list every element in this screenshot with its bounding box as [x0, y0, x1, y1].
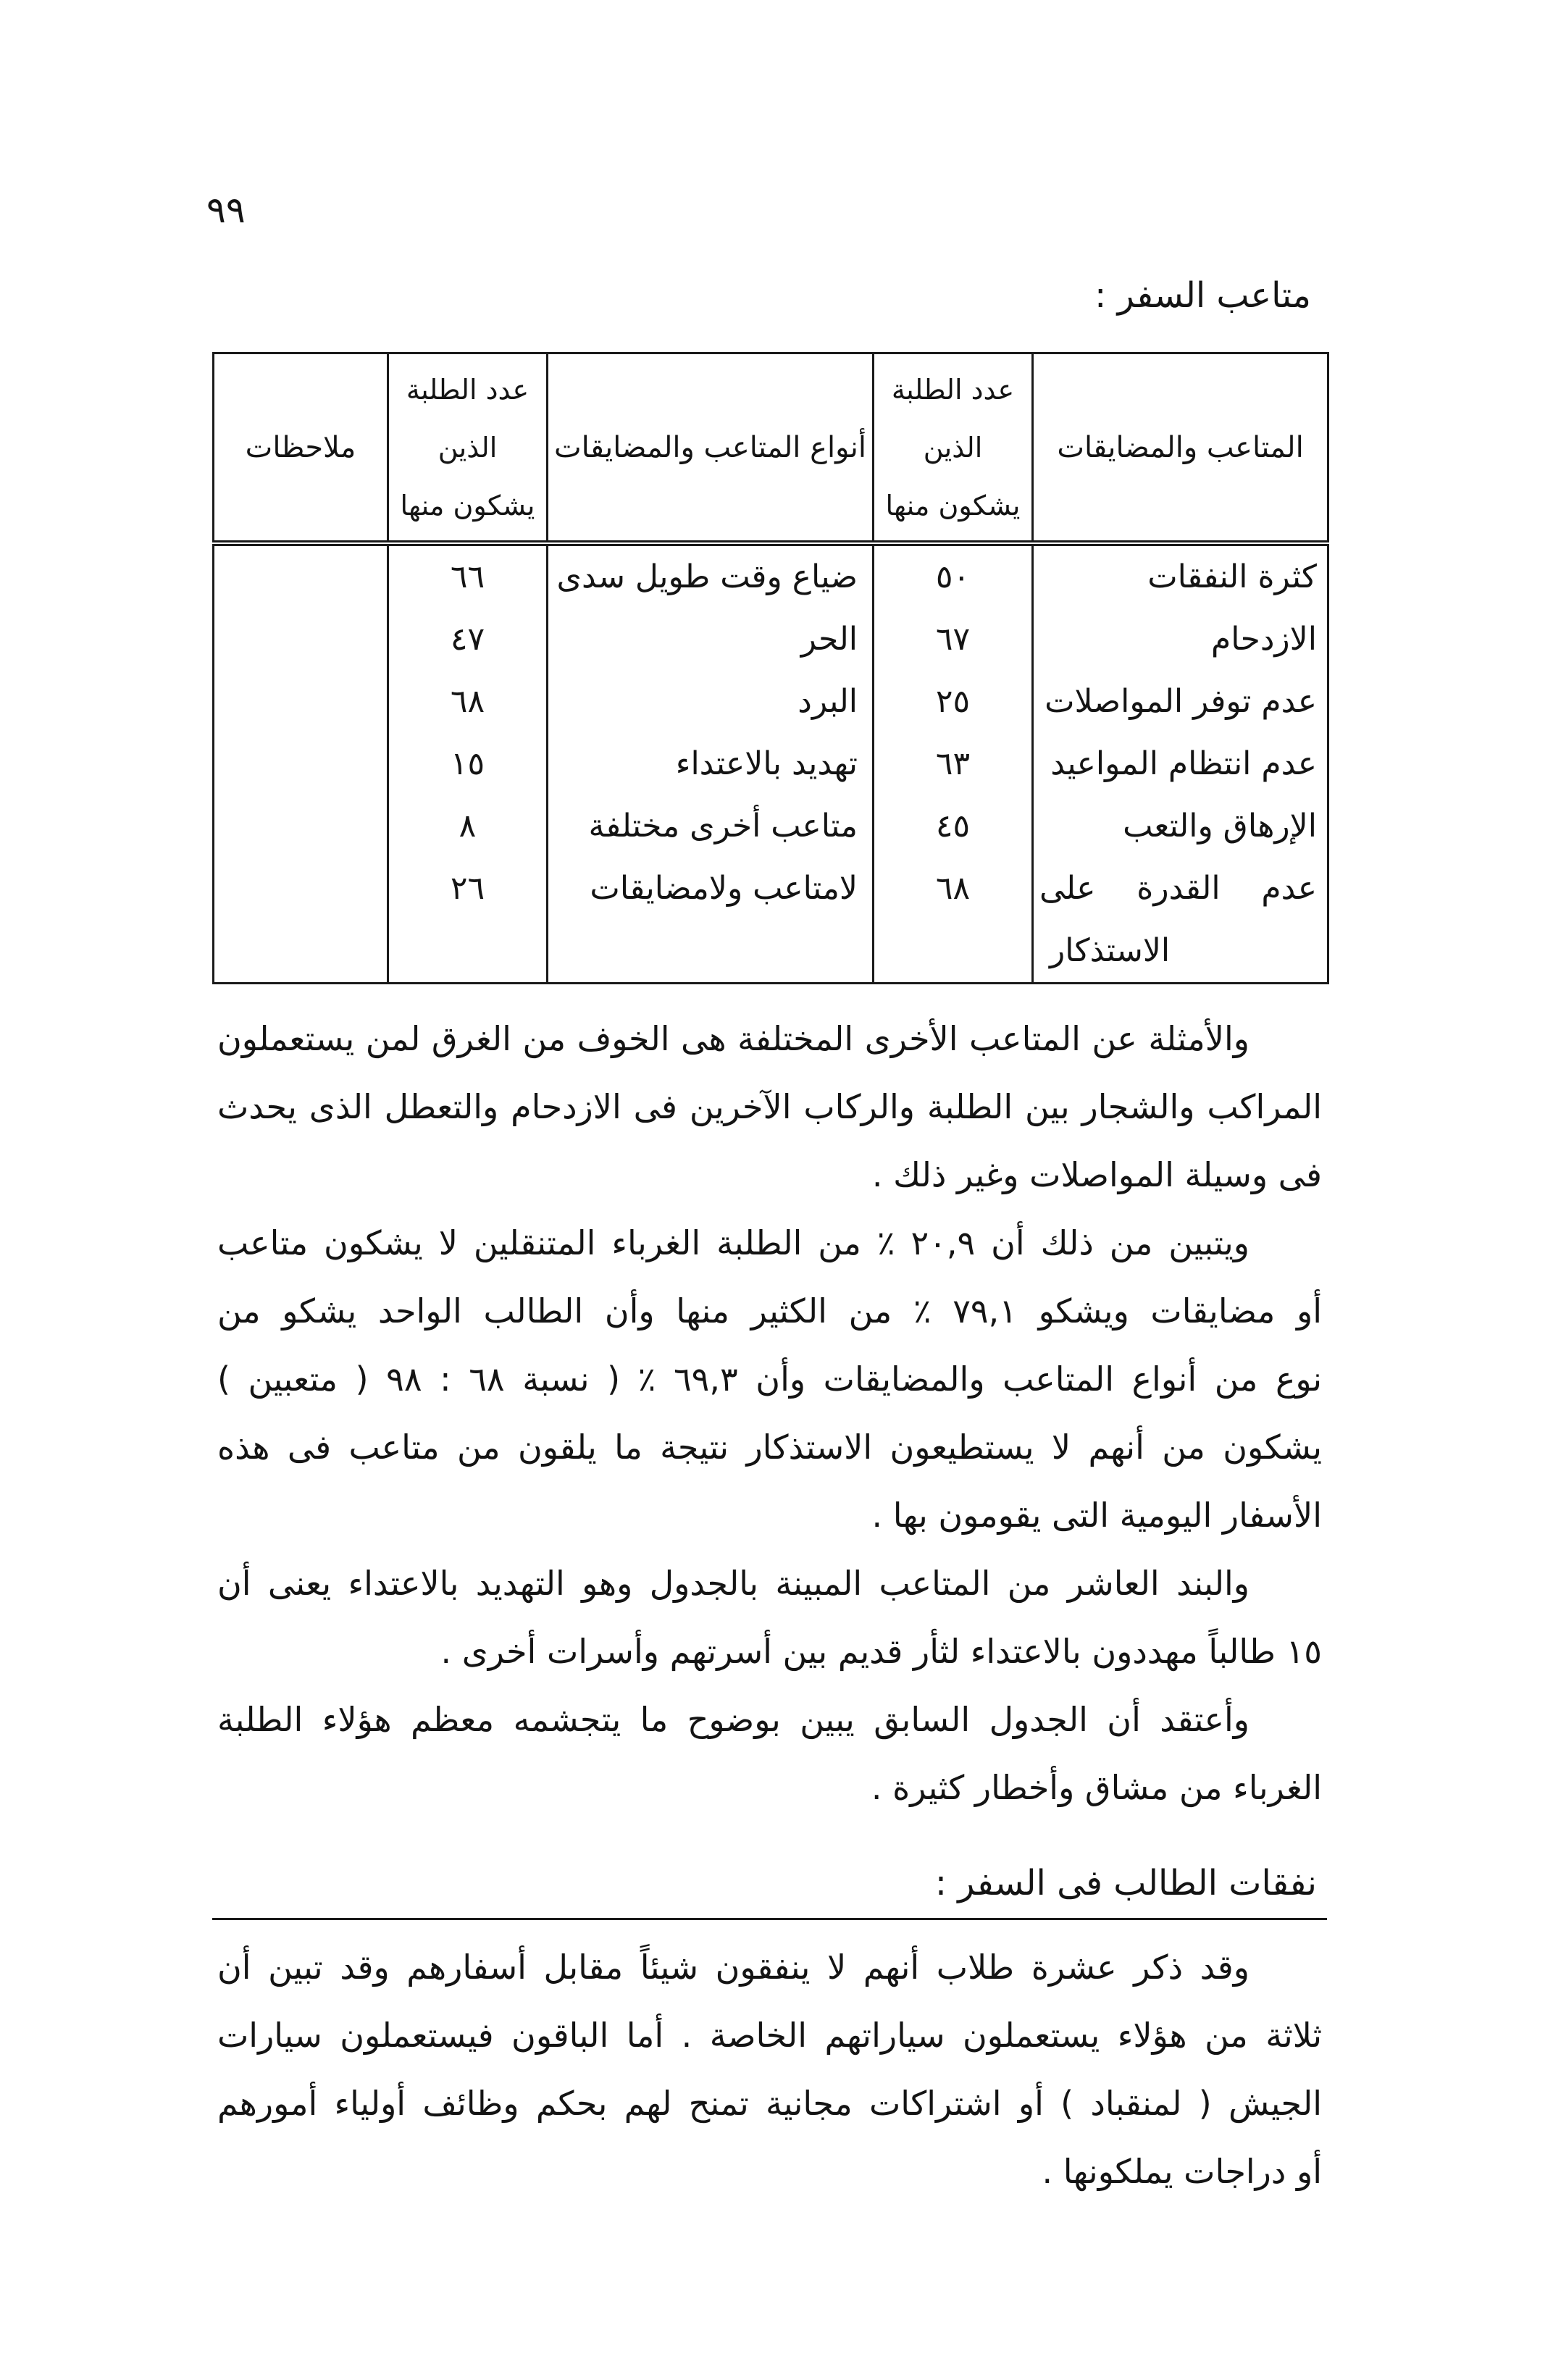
complaint-count-cell — [874, 608, 1033, 671]
text-line: وأعتقد أن الجدول السابق يبين بوضوح ما يتجشمه معظم هؤلاء الطلبة — [217, 1700, 1249, 1739]
other-type-label: لامتاعب ولامضايقات — [590, 870, 858, 907]
paragraph — [217, 1549, 1322, 1685]
text-line: والأمثلة عن المتاعب الأخرى المختلفة هى الخوف من الغرق لمن يستعملون — [217, 1019, 1249, 1058]
table-row — [214, 543, 1328, 608]
paragraph — [217, 1685, 1322, 1822]
other-count: ٦٦ — [450, 558, 485, 595]
text-line: أو دراجات يملكونها . — [1042, 2152, 1322, 2191]
header-line: عدد الطلبة — [406, 373, 529, 406]
header-line: يشكون منها — [885, 489, 1021, 521]
complaint-label: عدم القدرة على — [1039, 870, 1317, 907]
table-row — [214, 795, 1328, 858]
text-line: أو مضايقات ويشكو ٧٩,١ ٪ من الكثير منها وأن الطالب الواحد يشكو من — [217, 1291, 1322, 1331]
complaint-count-cell — [874, 543, 1033, 608]
text-line: وقد ذكر عشرة طلاب أنهم لا ينفقون شيئاً مقابل أسفارهم وقد تبين أن — [217, 1948, 1249, 1987]
notes-cell — [214, 733, 388, 795]
other-type-cell — [548, 671, 874, 733]
other-type-label: متاعب أخرى مختلفة — [588, 808, 858, 845]
complaint-label: عدم توفر المواصلات — [1045, 683, 1317, 720]
header-line: عدد الطلبة — [891, 373, 1015, 406]
header-complaints-count-cell — [874, 353, 1033, 544]
paragraph — [217, 1209, 1322, 1549]
travel-complaints-table — [212, 352, 1329, 984]
other-count: ٤٧ — [450, 621, 485, 658]
other-type-label: ضياع وقت طويل سدى — [556, 558, 858, 595]
complaint-cell — [1033, 543, 1328, 608]
table-row — [214, 671, 1328, 733]
header-complaints-count — [874, 361, 1031, 535]
header-line: يشكون منها — [400, 489, 535, 521]
notes-cell — [214, 543, 388, 608]
other-type-cell — [548, 543, 874, 608]
header-complaints-cell — [1033, 353, 1328, 544]
subheading: نفقات الطالب فى السفر : — [934, 1863, 1317, 1903]
other-type-label: الحر — [800, 621, 858, 658]
other-count-cell — [388, 608, 548, 671]
complaint-label: الإرهاق والتعب — [1123, 808, 1317, 845]
table-header-row — [214, 353, 1328, 544]
complaint-cell — [1033, 858, 1328, 984]
header-notes: ملاحظات — [245, 430, 356, 464]
text-line: ١٥ طالباً مهددون بالاعتداء لثأر قديم بين أسرتهم وأسرات أخرى . — [440, 1632, 1322, 1671]
other-type-cell — [548, 733, 874, 795]
notes-cell — [214, 671, 388, 733]
header-other-types: أنواع المتاعب والمضايقات — [554, 430, 866, 464]
complaint-count: ٤٥ — [935, 808, 971, 845]
complaint-count: ٦٨ — [935, 870, 971, 907]
complaint-label: كثرة النفقات — [1147, 558, 1317, 595]
other-count-cell — [388, 543, 548, 608]
header-other-types-cell — [548, 353, 874, 544]
text-line: فى وسيلة المواصلات وغير ذلك . — [871, 1155, 1322, 1194]
other-type-cell — [548, 608, 874, 671]
body-text — [217, 1005, 1322, 1822]
other-count: ١٥ — [450, 745, 485, 782]
paragraph — [217, 1005, 1322, 1209]
other-type-label: تهديد بالاعتداء — [675, 745, 858, 782]
complaint-count-cell — [874, 795, 1033, 858]
other-count: ٦٨ — [450, 683, 485, 720]
other-count-cell — [388, 733, 548, 795]
complaint-label-continued: الاستذكار — [1050, 932, 1171, 969]
complaint-label: الازدحام — [1210, 621, 1317, 658]
text-line: ثلاثة من هؤلاء يستعملون سياراتهم الخاصة . أما الباقون فيستعملون سيارات — [217, 2016, 1322, 2055]
complaint-count: ٢٥ — [935, 683, 971, 720]
other-count-cell — [388, 858, 548, 984]
complaint-count: ٦٣ — [935, 745, 971, 782]
subheading-rule — [212, 1918, 1327, 1920]
header-other-count — [389, 361, 546, 535]
other-type-cell — [548, 795, 874, 858]
header-other-count-cell — [388, 353, 548, 544]
complaint-count-cell — [874, 733, 1033, 795]
text-line: نوع من أنواع المتاعب والمضايقات وأن ٦٩,٣ ٪ ( نسبة ٦٨ : ٩٨ ( متعبين ) — [217, 1359, 1322, 1399]
other-count-cell — [388, 795, 548, 858]
complaint-count-cell — [874, 671, 1033, 733]
complaint-cell — [1033, 733, 1328, 795]
text-line: ويتبين من ذلك أن ٢٠,٩ ٪ من الطلبة الغرباء المتنقلين لا يشكون متاعب — [217, 1223, 1249, 1262]
notes-cell — [214, 608, 388, 671]
table-row — [214, 733, 1328, 795]
section-title: متاعب السفر : — [1094, 275, 1311, 316]
other-count-cell — [388, 671, 548, 733]
table-row — [214, 608, 1328, 671]
notes-cell — [214, 858, 388, 984]
page-number: ٩٩ — [206, 189, 246, 231]
body-text-2 — [217, 1933, 1322, 2205]
table-row — [214, 858, 1328, 984]
complaint-count: ٦٧ — [935, 621, 971, 658]
header-complaints: المتاعب والمضايقات — [1057, 430, 1304, 464]
text-line: والبند العاشر من المتاعب المبينة بالجدول وهو التهديد بالاعتداء يعنى أن — [217, 1564, 1249, 1603]
other-count: ٢٦ — [450, 870, 485, 907]
text-line: الجيش ( لمنقباد ) أو اشتراكات مجانية تمنح لهم بحكم وظائف أولياء أمورهم — [217, 2084, 1322, 2123]
other-type-cell — [548, 858, 874, 984]
complaint-count: ٥٠ — [935, 558, 971, 595]
other-type-label: البرد — [798, 683, 858, 720]
other-count: ٨ — [459, 808, 477, 845]
text-line: المراكب والشجار بين الطلبة والركاب الآخرين فى الازدحام والتعطل الذى يحدث — [217, 1087, 1322, 1126]
complaint-count-cell — [874, 858, 1033, 984]
complaint-cell — [1033, 671, 1328, 733]
complaint-cell — [1033, 795, 1328, 858]
header-notes-cell — [214, 353, 388, 544]
header-line: الذين — [438, 431, 498, 464]
complaint-label: عدم انتظام المواعيد — [1050, 745, 1317, 782]
text-line: الغرباء من مشاق وأخطار كثيرة . — [871, 1768, 1322, 1807]
paragraph — [217, 1933, 1322, 2205]
notes-cell — [214, 795, 388, 858]
text-line: الأسفار اليومية التى يقومون بها . — [871, 1496, 1322, 1535]
text-line: يشكون من أنهم لا يستطيعون الاستذكار نتيجة ما يلقون من متاعب فى هذه — [217, 1428, 1322, 1467]
header-line: الذين — [923, 431, 983, 464]
complaint-cell — [1033, 608, 1328, 671]
